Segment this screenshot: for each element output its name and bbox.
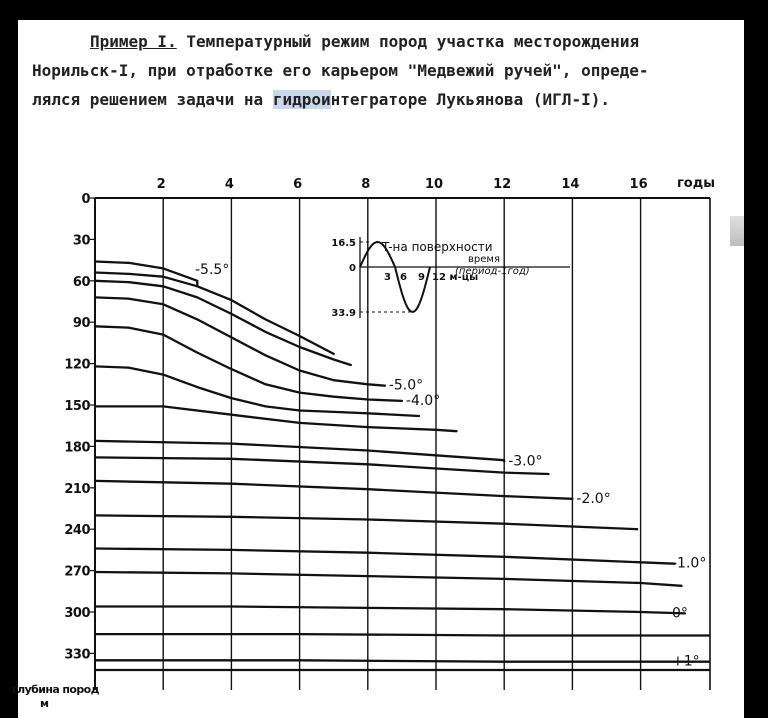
y-tick-label: 270	[64, 564, 90, 580]
isotherm-line	[95, 406, 457, 431]
x-tick-label: 12	[493, 177, 512, 192]
x-tick-label: 10	[424, 177, 444, 192]
header-line-1-text: Температурный режим пород участка месторождения	[176, 32, 640, 51]
screen-edge	[744, 0, 768, 718]
inset-y-tick-label: 16.5	[331, 238, 356, 249]
header-line-3-start: лялся решением задачи на	[32, 90, 273, 109]
x-tick-label: 2	[156, 177, 166, 192]
inset-x-label-note: (период-1год)	[455, 266, 530, 277]
isotherm-line	[95, 273, 334, 354]
y-tick-label: 240	[64, 523, 90, 539]
header-line-2: Норильск-I, при отработке его карьером "Медвежий ручей", опреде-	[32, 61, 649, 80]
y-tick-label: 30	[72, 233, 90, 249]
y-tick-label: 300	[64, 606, 90, 621]
isotherm-label: -1.0°	[672, 555, 707, 572]
x-tick-label: 8	[361, 177, 371, 192]
x-tick-label: 6	[293, 177, 303, 192]
inset-x-tick-label: 6	[400, 272, 407, 283]
inset-x-tick-label: 9	[418, 272, 425, 283]
isotherm-line	[95, 607, 685, 614]
isotherm-lines	[95, 262, 709, 671]
inset-x-label: время	[468, 254, 500, 265]
inset-x-tick-label: 12 м-цы	[432, 272, 479, 283]
inset-title: T-на поверхности	[382, 240, 493, 254]
example-label: Пример I.	[90, 32, 177, 51]
chart-labels	[12, 176, 715, 710]
selected-text-highlight[interactable]: гидрои	[272, 90, 331, 109]
x-axis-title: годы	[677, 176, 715, 191]
y-tick-label: 60	[72, 274, 90, 290]
isotherm-line	[95, 634, 709, 635]
isotherm-line	[95, 515, 637, 529]
y-axis-unit: м	[40, 697, 49, 710]
isotherm-line	[95, 572, 682, 586]
x-tick-label: 4	[224, 177, 234, 192]
inset-x-tick-label: 3	[384, 272, 391, 283]
isotherm-label: 0°	[672, 605, 688, 622]
isotherm-line	[95, 326, 402, 401]
isotherm-label: +1°	[672, 653, 700, 670]
isotherm-label: -2.0°	[576, 490, 611, 507]
isotherm-label: -4.0°	[405, 392, 441, 409]
isotherm-line	[95, 366, 419, 416]
y-tick-label: 150	[64, 399, 90, 414]
isotherm-label: -5.0°	[388, 377, 424, 394]
isotherm-line	[95, 660, 709, 661]
y-axis-title: глубина пород	[12, 683, 99, 696]
y-tick-label: 120	[64, 357, 90, 373]
isotherm-label: -5.5°	[195, 262, 230, 278]
inset-y-tick-label: 33.9	[331, 308, 356, 319]
x-tick-label: 16	[629, 177, 648, 192]
y-tick-label: 180	[64, 440, 90, 456]
y-tick-label: 90	[72, 316, 90, 332]
y-tick-label: 0	[81, 192, 90, 207]
isotherm-label: -3.0°	[508, 453, 543, 470]
isotherm-line	[95, 549, 675, 564]
y-tick-label: 330	[64, 647, 90, 663]
isotherm-line	[95, 281, 351, 365]
x-tick-label: 14	[561, 177, 580, 192]
y-tick-label: 210	[64, 481, 90, 497]
inset-y-tick-label: 0	[349, 263, 356, 274]
header-line-3-end: нтеграторе Лукьянова (ИГЛ-I).	[330, 90, 610, 109]
isotherm-line	[95, 481, 572, 499]
